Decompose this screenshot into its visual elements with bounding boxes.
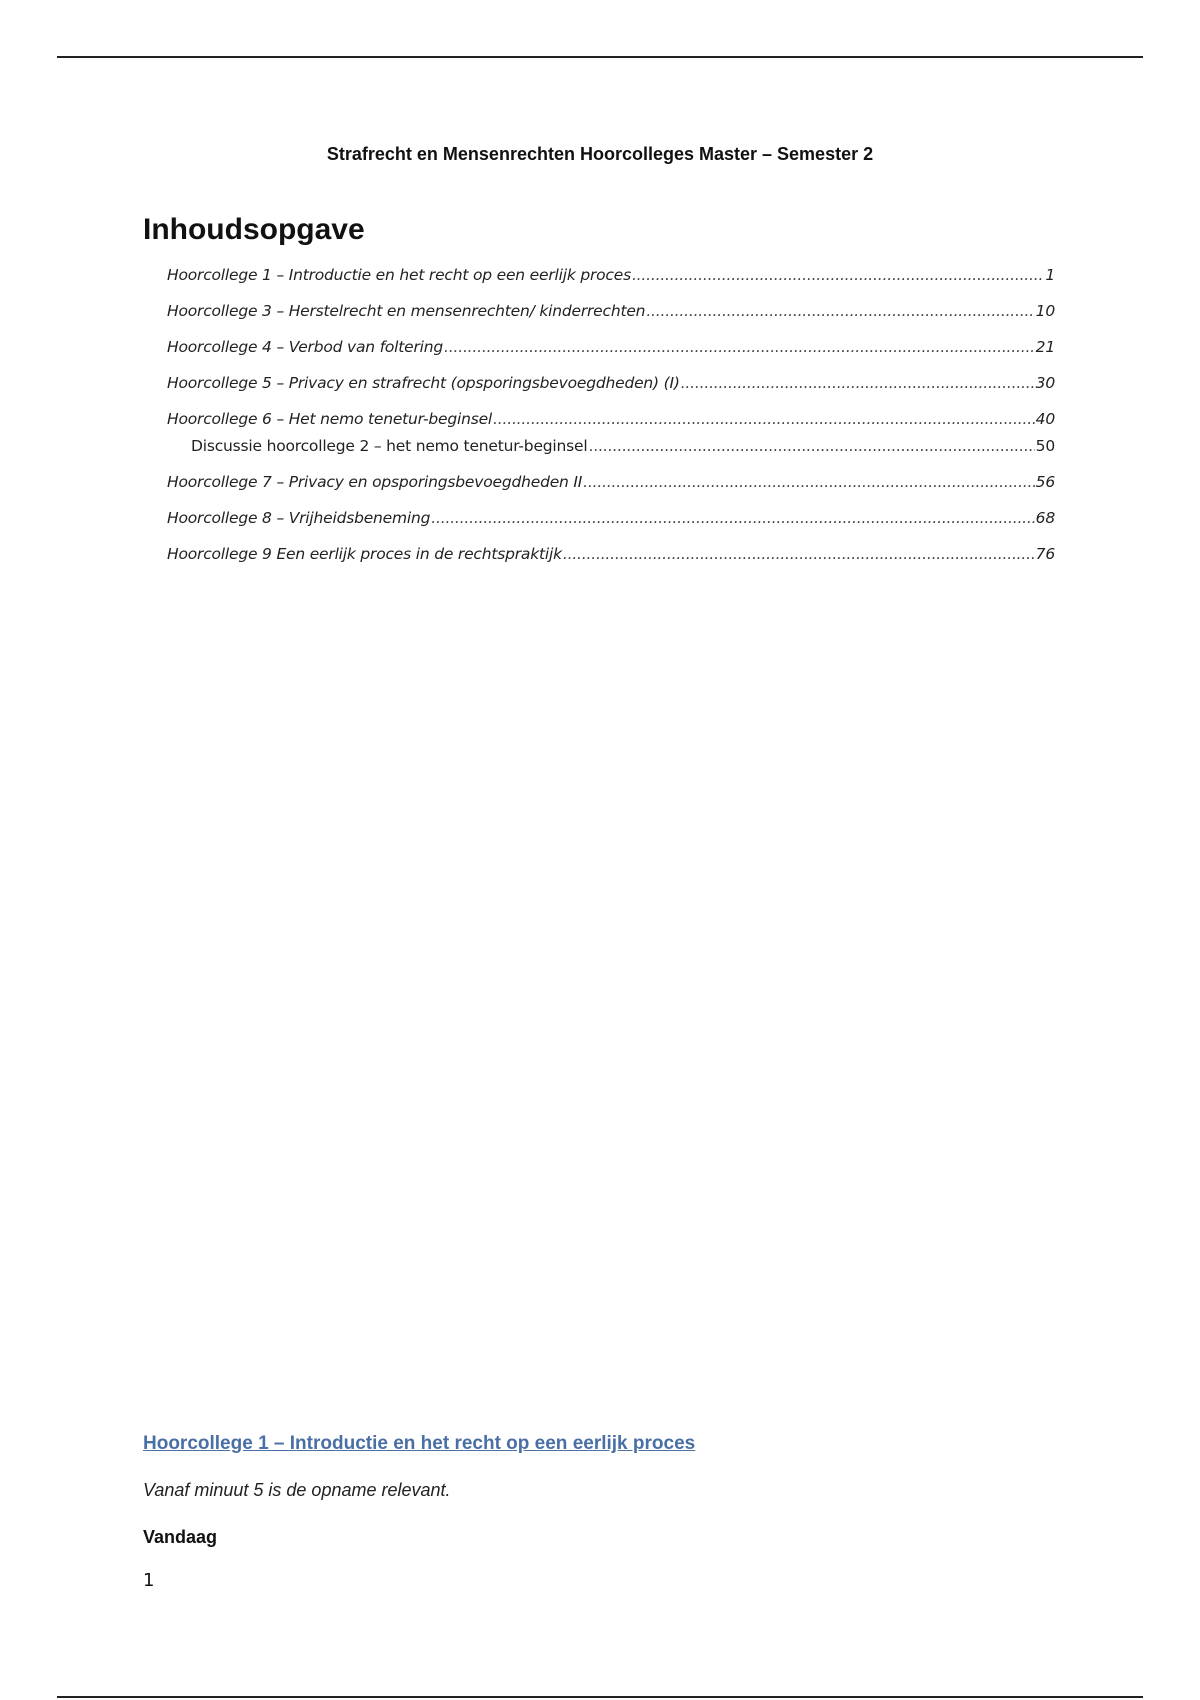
toc-entry-label: Hoorcollege 4 – Verbod van foltering [167,338,444,356]
subheading-vandaag: Vandaag [143,1527,218,1547]
toc-dot-leader [563,545,1035,563]
document-title: Strafrecht en Mensenrechten Hoorcolleges Master – Semester 2 [326,144,874,164]
toc-entry-page: 30 [1035,374,1055,392]
toc-entry-page: 68 [1035,509,1055,527]
page-number: 1 [143,1570,155,1591]
toc-entry-hoorcollege-8[interactable] [167,509,1055,527]
toc-entry-label: Hoorcollege 5 – Privacy en strafrecht (opsporingsbevoegdheden) (I) [167,374,680,392]
toc-entry-page: 40 [1035,410,1055,428]
toc-entry-page: 21 [1035,338,1055,356]
toc-entry-label: Hoorcollege 1 – Introductie en het recht op een eerlijk proces [167,266,631,284]
header-rule [57,56,1143,58]
toc-entry-hoorcollege-9[interactable] [167,545,1055,563]
toc-entry-hoorcollege-3[interactable] [167,302,1055,320]
toc-dot-leader [646,302,1034,320]
toc-entry-label: Discussie hoorcollege 2 – het nemo tenetur-beginsel [191,437,588,455]
footer-rule [57,1696,1143,1698]
toc-entry-hoorcollege-5[interactable] [167,374,1055,392]
toc-dot-leader [431,509,1034,527]
toc-dot-leader [583,473,1035,491]
toc-dot-leader [493,410,1035,428]
toc-entry-hoorcollege-4[interactable] [167,338,1055,356]
toc-entry-page: 1 [1045,266,1055,284]
toc-entry-page: 50 [1035,437,1055,455]
toc-entry-page: 76 [1035,545,1055,563]
toc-dot-leader [588,437,1034,455]
toc-dot-leader [681,374,1035,392]
toc-entry-label: Hoorcollege 6 – Het nemo tenetur-beginsel [167,410,493,428]
toc-entry-label: Hoorcollege 3 – Herstelrecht en mensenrechten/ kinderrechten [167,302,646,320]
toc-entry-hoorcollege-6[interactable] [167,410,1055,428]
toc-entry-discussie-hoorcollege-2[interactable] [191,437,1055,455]
toc-entry-hoorcollege-1[interactable] [167,266,1055,284]
toc-heading: Inhoudsopgave [143,213,365,246]
toc-dot-leader [444,338,1035,356]
section-heading-hoorcollege-1[interactable]: Hoorcollege 1 – Introductie en het recht op een eerlijk proces [143,1433,696,1454]
toc-entry-page: 10 [1035,302,1055,320]
toc-entry-label: Hoorcollege 8 – Vrijheidsbeneming [167,509,431,527]
toc-dot-leader [632,266,1044,284]
toc-entry-page: 56 [1035,473,1055,491]
recording-note: Vanaf minuut 5 is de opname relevant. [143,1480,451,1500]
toc-entry-hoorcollege-7[interactable] [167,473,1055,491]
toc-entry-label: Hoorcollege 7 – Privacy en opsporingsbevoegdheden II [167,473,583,491]
toc-entry-label: Hoorcollege 9 Een eerlijk proces in de rechtspraktijk [167,545,562,563]
